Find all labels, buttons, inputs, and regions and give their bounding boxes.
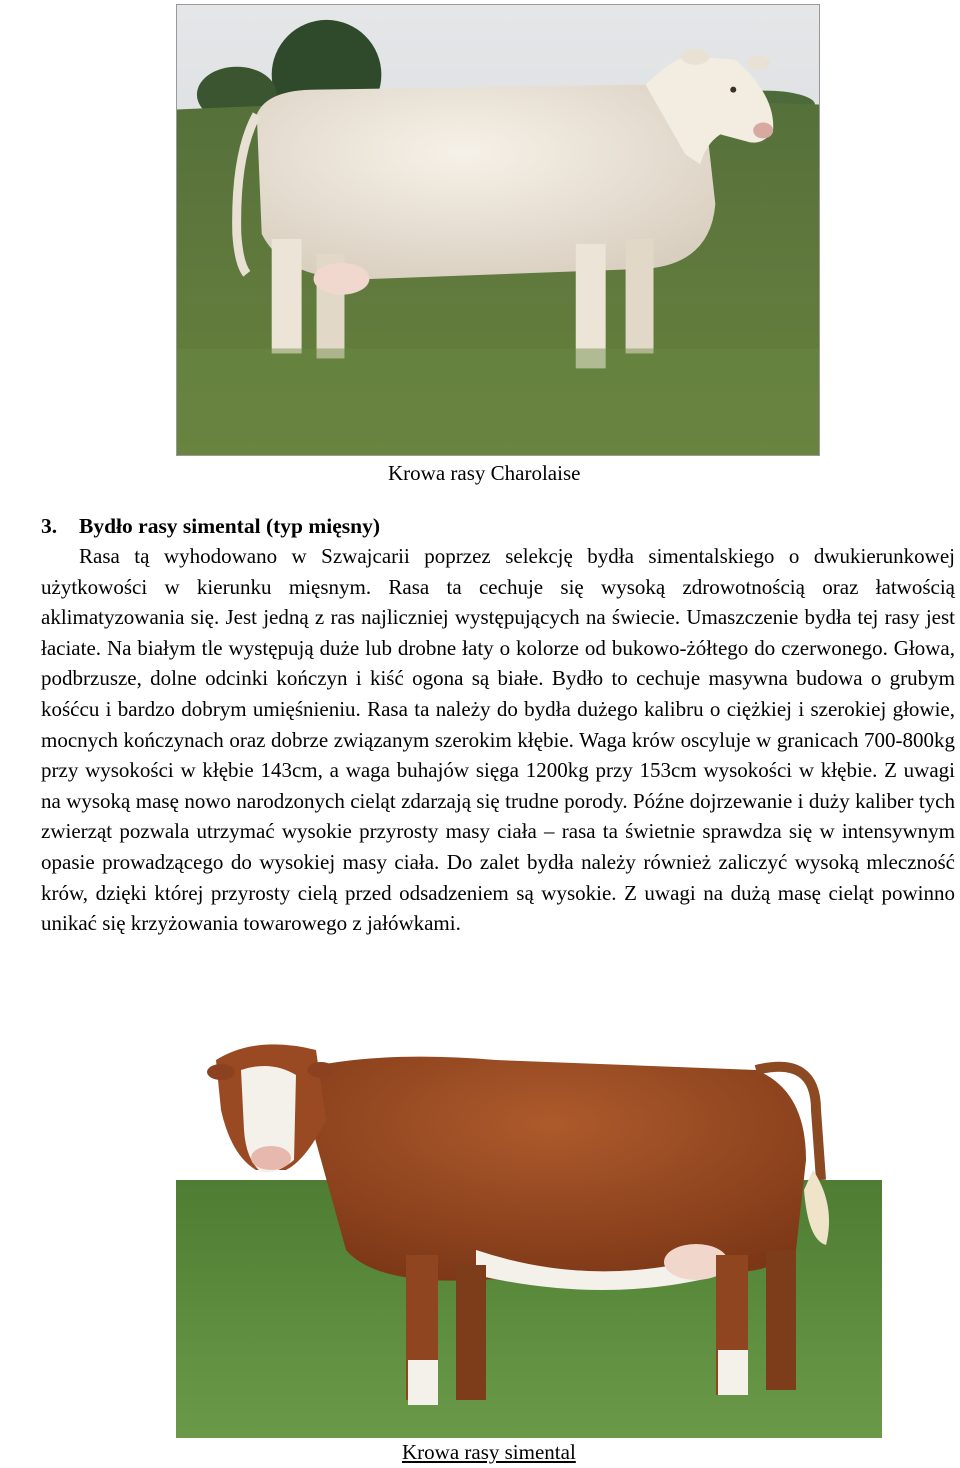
section-number: 3.: [41, 514, 58, 538]
section-title: Bydło rasy simental (typ mięsny): [79, 514, 380, 538]
charolaise-cow-photo: [176, 4, 820, 456]
body-paragraph: Rasa tą wyhodowano w Szwajcarii poprzez selekcję bydła simentalskiego o dwukierunkowej użytkowości w kierunku mięsnym. Rasa ta cechuje się wysoką zdrowotnością oraz łatwością aklimatyzowania się. Jest jedną z ras najliczniej występujących na świecie. Umaszczenie bydła tej rasy jest łaciate. Na białym tle występują duże lub drobne łaty o kolorze od bukowo-żółtego do czerwonego. Głowa, podbrzusze, dolne odcinki kończyn i kiść ogona są białe. Bydło to cechuje masywna budowa o grubym kośćcu i bardzo dobrym umięśnieniu. Rasa ta należy do bydła dużego kalibru o ciężkiej i szerokiej głowie, mocnych kończynach oraz dobrze związanym szerokim kłębie. Waga krów oscyluje w granicach 700-800kg przy wysokości w kłębie 143cm, a waga buhajów sięga 1200kg przy 153cm wysokości w kłębie. Z uwagi na wysoką masę nowo narodzonych cieląt zdarzają się trudne porody. Późne dojrzewanie i duży kaliber tych zwierząt pozwala utrzymać wysokie przyrosty masy ciała – rasa ta świetnie sprawdza się w intensywnym opasie prowadzącego do wysokiej masy ciała. Do zalet bydła należy również zaliczyć wysoką mleczność krów, dzięki której przyrosty cielą przed odsadzeniem są wysokie. Z uwagi na dużą masę cieląt powinno unikać się krzyżowania towarowego z jałówkami.: [41, 544, 955, 936]
simmental-cow-photo: [176, 1030, 882, 1438]
section-heading: [41, 513, 380, 539]
figure-caption: Krowa rasy simental: [402, 1440, 576, 1464]
charolaise-cow-illustration: [177, 5, 819, 455]
figure-caption: Krowa rasy Charolaise: [388, 461, 581, 485]
simmental-cow-illustration: [176, 1030, 882, 1438]
